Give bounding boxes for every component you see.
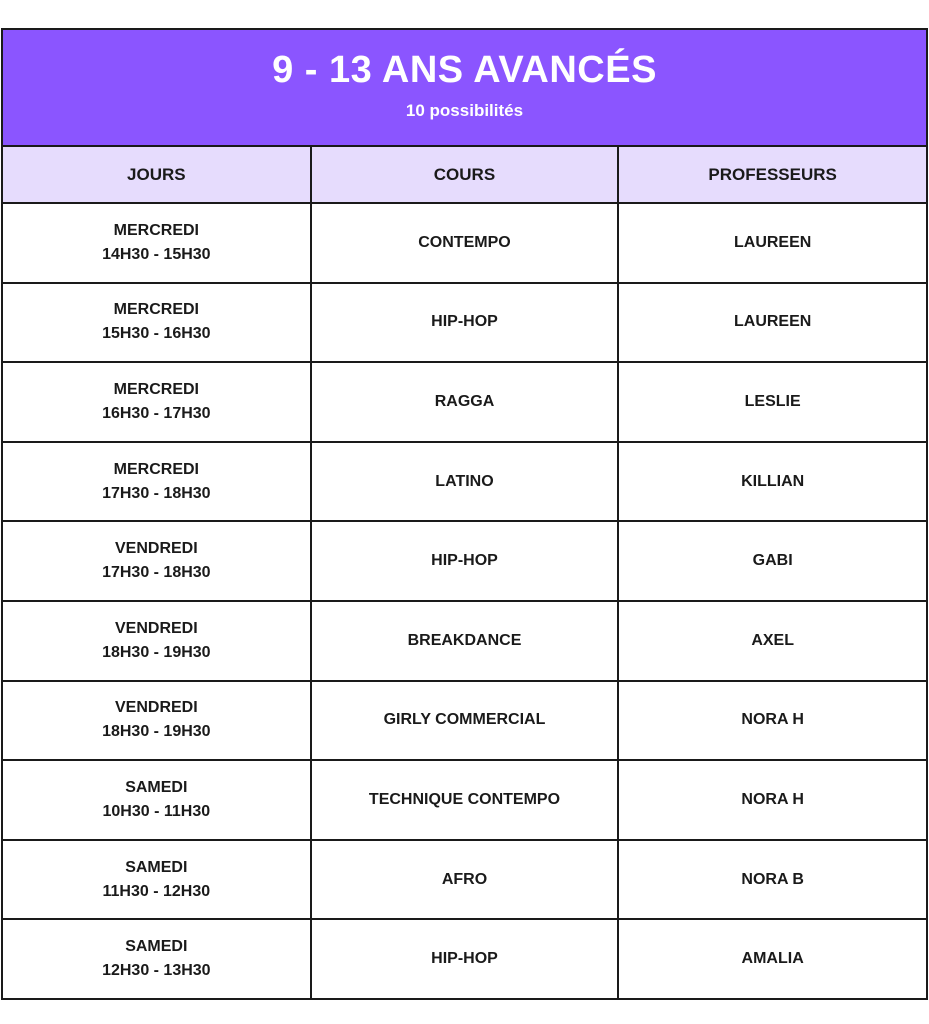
day-cell: [3, 681, 311, 761]
course-cell: GIRLY COMMERCIAL: [311, 681, 619, 761]
day-label: SAMEDI: [125, 858, 188, 876]
table-row: [3, 521, 926, 601]
course-cell: HIP-HOP: [311, 919, 619, 998]
course-cell: AFRO: [311, 840, 619, 920]
day-cell: [3, 760, 311, 840]
teacher-cell: NORA H: [618, 681, 926, 761]
table-row: [3, 681, 926, 761]
time-label: 18H30 - 19H30: [102, 723, 211, 741]
day-label: VENDREDI: [114, 699, 198, 717]
day-cell: [3, 362, 311, 442]
time-label: 14H30 - 15H30: [102, 245, 211, 263]
day-label: VENDREDI: [114, 540, 198, 558]
table-row: [3, 919, 926, 998]
column-header-courses: COURS: [311, 147, 619, 203]
teacher-cell: AMALIA: [741, 950, 804, 968]
column-header-days: JOURS: [3, 147, 311, 203]
teacher-cell: LESLIE: [618, 362, 926, 442]
day-label: MERCREDI: [113, 301, 199, 319]
time-label: 10H30 - 11H30: [102, 802, 211, 820]
teacher-cell: AXEL: [618, 601, 926, 681]
schedule-banner: [3, 30, 926, 147]
course-cell: TECHNIQUE CONTEMPO: [311, 760, 619, 840]
day-cell: [3, 840, 311, 920]
table-row: [3, 601, 926, 681]
day-cell: [3, 442, 311, 522]
teacher-cell: LAUREEN: [618, 203, 926, 283]
time-label: 15H30 - 16H30: [102, 325, 211, 343]
teacher-cell: KILLIAN: [618, 442, 926, 522]
teacher-cell: LAUREEN: [618, 283, 926, 363]
day-label: MERCREDI: [113, 380, 199, 398]
schedule-subtitle: 10 possibilités: [405, 100, 524, 120]
teacher-cell: NORA B: [618, 840, 926, 920]
day-label: MERCREDI: [113, 221, 199, 239]
table-row: [3, 203, 926, 283]
day-cell: [3, 203, 311, 283]
table-row: [3, 362, 926, 442]
course-cell: CONTEMPO: [311, 203, 619, 283]
schedule-title: 9 - 13 ANS AVANCÉS: [272, 48, 657, 91]
day-label: MERCREDI: [113, 460, 199, 478]
table-row: [3, 442, 926, 522]
teacher-cell: NORA H: [618, 760, 926, 840]
day-label: SAMEDI: [125, 938, 188, 956]
table-row: [3, 760, 926, 840]
course-cell: LATINO: [311, 442, 619, 522]
course-cell: RAGGA: [311, 362, 619, 442]
day-cell: [3, 521, 311, 601]
day-label: SAMEDI: [125, 778, 188, 796]
table-row: [3, 840, 926, 920]
time-label: 18H30 - 19H30: [102, 643, 211, 661]
course-cell: HIP-HOP: [311, 283, 619, 363]
teacher-cell: GABI: [618, 521, 926, 601]
day-cell: [3, 601, 311, 681]
time-label: 17H30 - 18H30: [102, 484, 211, 502]
day-label: VENDREDI: [114, 619, 198, 637]
schedule-table: [3, 147, 926, 998]
time-label: 16H30 - 17H30: [102, 404, 211, 422]
time-label: 12H30 - 13H30: [102, 962, 211, 980]
time-label: 17H30 - 18H30: [102, 564, 211, 582]
table-header-row: [3, 147, 926, 203]
time-label: 11H30 - 12H30: [102, 882, 211, 900]
course-cell: HIP-HOP: [311, 521, 619, 601]
day-cell: [3, 919, 311, 998]
table-row: [3, 283, 926, 363]
column-header-teachers: PROFESSEURS: [618, 147, 926, 203]
schedule-table-container: [1, 28, 928, 1000]
day-cell: [3, 283, 311, 363]
course-cell: BREAKDANCE: [311, 601, 619, 681]
